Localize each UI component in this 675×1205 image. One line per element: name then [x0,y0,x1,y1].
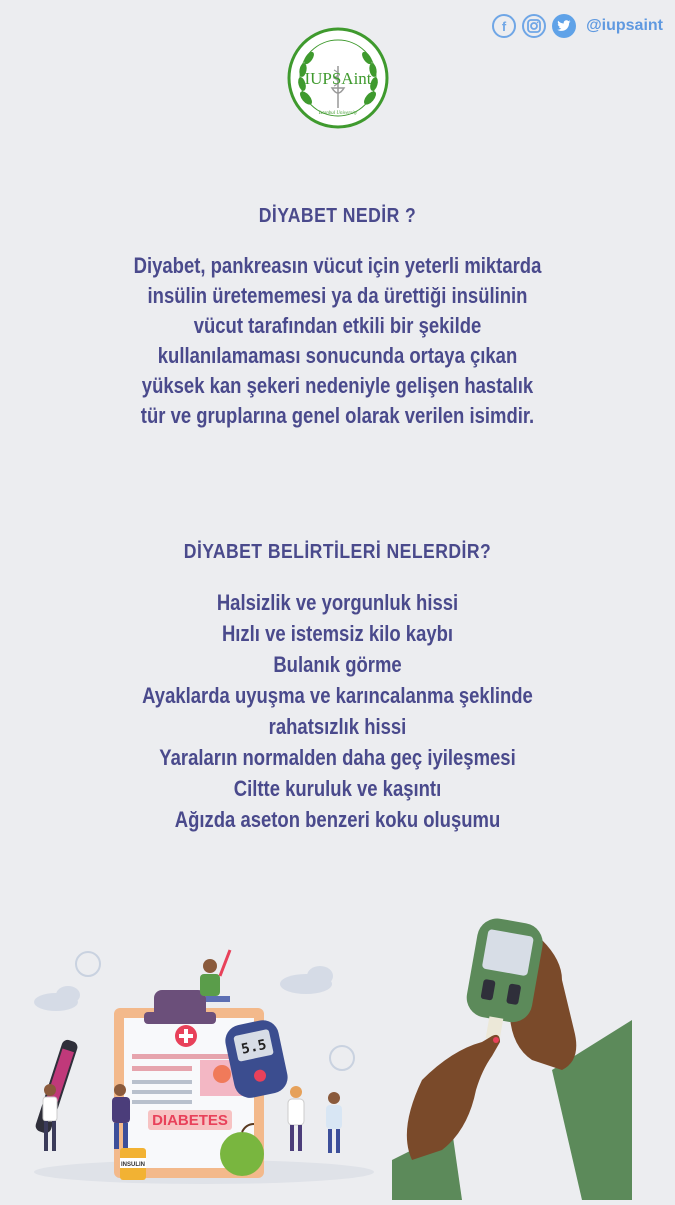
meter-reading: 5.5 [239,1036,269,1058]
paragraph-line: tür ve gruplarına genel olarak verilen isimdir. [140,403,535,428]
paragraph-line: yüksek kan şekeri nedeniyle gelişen hastalık [141,373,534,398]
symptom-item: Yaraların normalden daha geç iyileşmesi [159,745,516,770]
symptom-item: Ayaklarda uyuşma ve karıncalanma şeklinde [142,683,533,708]
diabetes-clipboard-illustration [24,940,380,1190]
section2-title: DİYABET BELİRTİLERİ NELERDİR? [183,541,492,563]
symptom-item: rahatsızlık hissi [268,714,407,739]
board-label: DIABETES [152,1112,228,1129]
glucose-meter-hands-illustration [392,910,632,1200]
facebook-icon[interactable]: f [492,14,516,38]
svg-text:IUPSAint: IUPSAint [304,69,372,88]
symptom-list [0,587,675,835]
symptom-item: Bulanık görme [273,652,402,677]
social-bar [492,14,663,38]
social-handle[interactable]: @iupsaint [586,17,663,34]
section1-title: DİYABET NEDİR ? [258,205,417,227]
twitter-icon[interactable] [552,14,576,38]
paragraph-line: kullanılamaması sonucunda ortaya çıkan [157,343,518,368]
svg-text:Istanbul University: Istanbul University [318,111,358,116]
section-what-is-diabetes [0,205,675,228]
iupsaint-logo [284,26,392,130]
section1-paragraph [0,251,675,431]
paragraph-line: insülin üretememesi ya da ürettiği insülinin [147,283,528,308]
paragraph-line: vücut tarafından etkili bir şekilde [193,313,482,338]
symptom-item: Ciltte kuruluk ve kaşıntı [233,776,442,801]
insulin-label: INSULIN [121,1162,145,1168]
section-symptoms [0,541,675,564]
symptom-list-wrap [0,587,675,835]
paragraph-line: Diyabet, pankreasın vücut için yeterli miktarda [133,253,542,278]
instagram-icon[interactable] [522,14,546,38]
symptom-item: Hızlı ve istemsiz kilo kaybı [221,621,454,646]
symptom-item: Halsizlik ve yorgunluk hissi [216,590,459,615]
symptom-item: Ağızda aseton benzeri koku oluşumu [174,807,501,832]
